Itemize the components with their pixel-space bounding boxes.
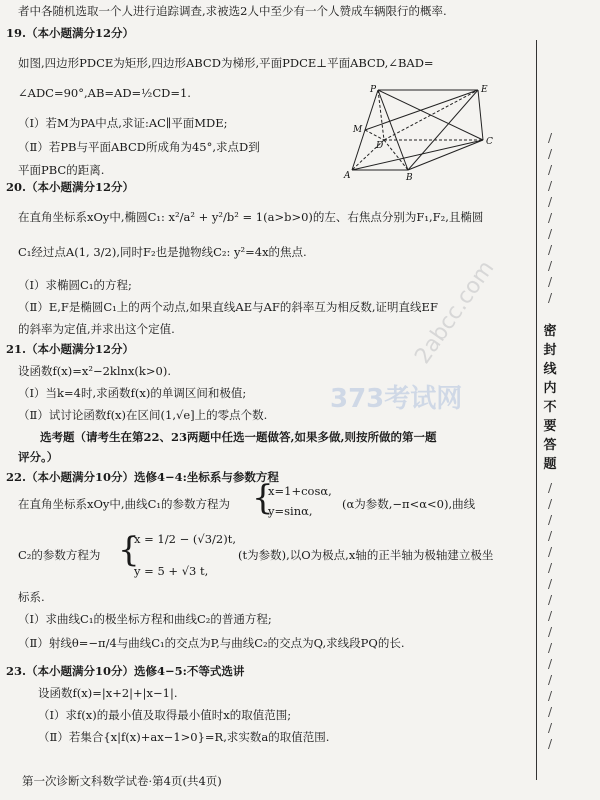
seal-slashes: / / / / / / / / / / / bbox=[547, 131, 553, 305]
vertex-label-c: C bbox=[486, 137, 493, 147]
param-eq-line: x=1+cosα, bbox=[268, 484, 332, 498]
vertex-label-b: B bbox=[406, 173, 413, 182]
text-line: 标系. bbox=[18, 590, 45, 604]
vertex-label-m: M bbox=[353, 125, 363, 135]
vertex-label-p: P bbox=[370, 85, 377, 95]
text-line: （Ⅰ）求椭圆C₁的方程; bbox=[18, 278, 132, 292]
text-line: （Ⅱ）E,F是椭圆C₁上的两个动点,如果直线AE与AF的斜率互为相反数,证明直线EF bbox=[18, 300, 438, 314]
vertex-label-a: A bbox=[344, 171, 351, 181]
text-line: 在直角坐标系xOy中,椭圆C₁: x²/a² + y²/b² = 1(a>b>0)的左、右焦点分别为F₁,F₂,且椭圆 bbox=[18, 210, 484, 224]
seal-slashes: / / / / / / / / / / / / / / / / / bbox=[547, 481, 553, 751]
text-line: （Ⅰ）当k=4时,求函数f(x)的单调区间和极值; bbox=[18, 386, 247, 400]
param-eq-line: x = 1/2 − (√3/2)t, bbox=[134, 532, 236, 546]
text-line: （Ⅱ）若PB与平面ABCD所成角为45°,求点D到 bbox=[18, 140, 260, 154]
seal-text: 密 封 线 内 不 要 答 题 bbox=[543, 324, 557, 472]
geometry-figure bbox=[338, 82, 498, 182]
text-line: 平面PBC的距离. bbox=[18, 163, 105, 177]
text-line: 如图,四边形PDCE为矩形,四边形ABCD为梯形,平面PDCE⊥平面ABCD,∠BAD= bbox=[18, 56, 434, 70]
text-line: （Ⅱ）试讨论函数f(x)在区间(1,√e]上的零点个数. bbox=[18, 408, 268, 422]
text-line: (t为参数),以O为极点,x轴的正半轴为极轴建立极坐 bbox=[238, 548, 494, 562]
text-line: 者中各随机选取一个人进行追踪调查,求被选2人中至少有一个人赞成车辆限行的概率. bbox=[18, 4, 447, 18]
text-line: 在直角坐标系xOy中,曲线C₁的参数方程为 bbox=[18, 497, 230, 511]
text-line: ∠ADC=90°,AB=AD=½CD=1. bbox=[18, 86, 191, 100]
vertex-label-d: D bbox=[376, 141, 384, 151]
page-footer: 第一次诊断文科数学试卷·第4页(共4页) bbox=[22, 774, 222, 788]
text-line: C₂的参数方程为 bbox=[18, 548, 101, 562]
text-line: C₁经过点A(1, 3/2),同时F₂也是抛物线C₂: y²=4x的焦点. bbox=[18, 245, 307, 259]
text-line: 设函数f(x)=|x+2|+|x−1|. bbox=[38, 686, 178, 700]
elective-instruction-cont: 评分。） bbox=[18, 450, 59, 464]
param-eq-line: y = 5 + √3 t, bbox=[134, 564, 209, 578]
question-19-heading: 19.（本小题满分12分） bbox=[6, 26, 135, 40]
question-21-heading: 21.（本小题满分12分） bbox=[6, 342, 135, 356]
text-line: （Ⅱ）射线θ=−π/4与曲线C₁的交点为P,与曲线C₂的交点为Q,求线段PQ的长. bbox=[18, 636, 405, 650]
question-22-heading: 22.（本小题满分10分）选修4−4:坐标系与参数方程 bbox=[6, 470, 279, 484]
text-line: （Ⅱ）若集合{x|f(x)+ax−1>0}=R,求实数a的取值范围. bbox=[38, 730, 330, 744]
vertex-label-e: E bbox=[481, 85, 488, 95]
brace: { bbox=[118, 530, 140, 570]
text-line: （Ⅰ）求曲线C₁的极坐标方程和曲线C₂的普通方程; bbox=[18, 612, 272, 626]
question-20-heading: 20.（本小题满分12分） bbox=[6, 180, 135, 194]
watermark-brand: 373考试网 bbox=[330, 384, 463, 414]
text-line: （Ⅰ）若M为PA中点,求证:AC∥平面MDE; bbox=[18, 116, 228, 130]
elective-instruction: 选考题（请考生在第22、23两题中任选一题做答,如果多做,则按所做的第一题 bbox=[40, 430, 437, 444]
text-line: 设函数f(x)=x²−2klnx(k>0). bbox=[18, 364, 171, 378]
question-23-heading: 23.（本小题满分10分）选修4−5:不等式选讲 bbox=[6, 664, 245, 678]
text-line: 的斜率为定值,并求出这个定值. bbox=[18, 322, 175, 336]
text-line: (α为参数,−π<α<0),曲线 bbox=[342, 497, 476, 511]
param-eq-line: y=sinα, bbox=[268, 504, 313, 518]
watermark-url: 2abcc.com bbox=[410, 256, 500, 369]
text-line: （Ⅰ）求f(x)的最小值及取得最小值时x的取值范围; bbox=[38, 708, 292, 722]
brace: { bbox=[252, 478, 274, 518]
